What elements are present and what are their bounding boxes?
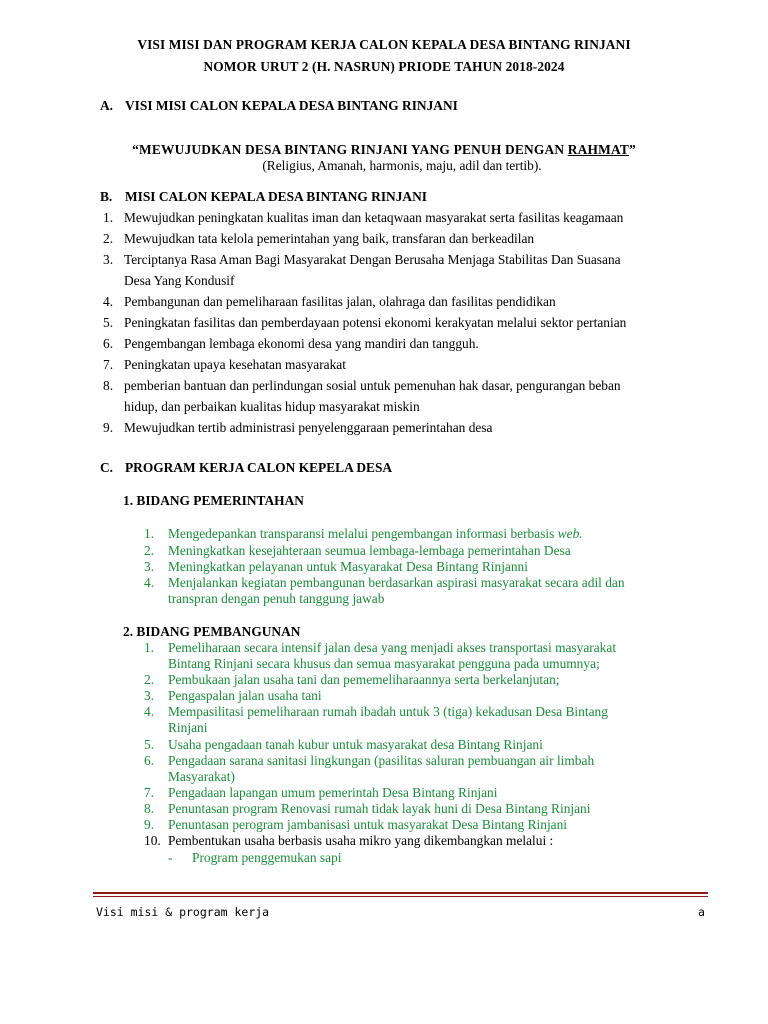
mission-text: Peningkatan fasilitas dan pemberdayaan potensi ekonomi kerakyatan melalui sektor pertanian — [124, 315, 627, 330]
section-a-letter: A. — [100, 98, 114, 113]
program-number: 6. — [144, 753, 155, 768]
sub-item-dash: - — [168, 850, 173, 865]
program-number: 8. — [144, 801, 155, 816]
mission-number: 9. — [103, 420, 114, 435]
mission-number: 1. — [103, 210, 114, 225]
program-number: 2. — [144, 672, 155, 687]
mission-number: 7. — [103, 357, 114, 372]
mission-number: 2. — [103, 231, 114, 246]
mission-text: Pengembangan lembaga ekonomi desa yang mandiri dan tangguh. — [124, 336, 479, 351]
program-text: Pembukaan jalan usaha tani dan pememeliharaannya serta berkelanjutan; — [168, 672, 560, 687]
program-text: Pengadaan sarana sanitasi lingkungan (pasilitas saluran pembuangan air limbah — [168, 753, 595, 768]
program-text: Program penggemukan sapi — [192, 850, 342, 865]
mission-text: Terciptanya Rasa Aman Bagi Masyarakat Dengan Berusaha Menjaga Stabilitas Dan Suasana — [124, 252, 621, 267]
section-b-letter: B. — [100, 189, 113, 204]
program-number: 3. — [144, 559, 155, 574]
mission-text: Mewujudkan peningkatan kualitas iman dan ketaqwaan masyarakat serta fasilitas keagamaan — [124, 210, 624, 225]
program-text: Usaha pengadaan tanah kubur untuk masyarakat desa Bintang Rinjani — [168, 737, 543, 752]
program-text: Mempasilitasi pemeliharaan rumah ibadah untuk 3 (tiga) kekadusan Desa Bintang — [168, 704, 608, 719]
program-number: 4. — [144, 575, 155, 590]
mission-text: hidup, dan perbaikan kualitas hidup masyarakat miskin — [124, 399, 420, 414]
document-title-line1: VISI MISI DAN PROGRAM KERJA CALON KEPALA DESA BINTANG RINJANI — [137, 37, 631, 52]
section-a-heading — [100, 98, 458, 114]
section-c-title: PROGRAM KERJA CALON KEPELA DESA — [125, 460, 393, 475]
program-text: Bintang Rinjani secara khusus dan semua masyarakat pengguna pada umumnya; — [168, 656, 600, 671]
program-text: transpran dengan penuh tanggung jawab — [168, 591, 385, 606]
vision-quote-keyword: RAHMAT — [567, 142, 629, 157]
program-number: 4. — [144, 704, 155, 719]
program-text: Meningkatkan pelayanan untuk Masyarakat Desa Bintang Rinjanni — [168, 559, 528, 574]
section-b-title: MISI CALON KEPALA DESA BINTANG RINJANI — [125, 189, 427, 204]
program-text: Penuntasan program Renovasi rumah tidak layak huni di Desa Bintang Rinjani — [168, 801, 591, 816]
program-number: 1. — [144, 640, 155, 655]
section-c-letter: C. — [100, 460, 114, 475]
program-number: 3. — [144, 688, 155, 703]
bidang-pemerintahan-heading: 1. BIDANG PEMERINTAHAN — [123, 493, 304, 508]
footer-divider-thin — [93, 896, 708, 897]
mission-text: pemberian bantuan dan perlindungan sosial untuk pemenuhan hak dasar, pengurangan beban — [124, 378, 621, 393]
vision-quote-suffix: ” — [628, 142, 636, 157]
program-text: Rinjani — [168, 720, 208, 735]
program-text: Masyarakat) — [168, 769, 235, 784]
program-text-italic: web. — [557, 526, 583, 541]
section-c-heading — [100, 460, 392, 476]
mission-text: Peningkatan upaya kesehatan masyarakat — [124, 357, 346, 372]
mission-number: 3. — [103, 252, 114, 267]
mission-text: Desa Yang Kondusif — [124, 273, 235, 288]
mission-number: 8. — [103, 378, 114, 393]
program-text: Pembentukan usaha berbasis usaha mikro yang dikembangkan melalui : — [168, 833, 554, 848]
program-text: Pengaspalan jalan usaha tani — [168, 688, 322, 703]
mission-number: 4. — [103, 294, 114, 309]
mission-text: Mewujudkan tertib administrasi penyelenggaraan pemerintahan desa — [124, 420, 493, 435]
footer-label: Visi misi & program kerja — [96, 905, 270, 919]
section-b-heading — [100, 189, 427, 205]
mission-text: Mewujudkan tata kelola pemerintahan yang baik, transfaran dan berkeadilan — [124, 231, 535, 246]
section-a-title: VISI MISI CALON KEPALA DESA BINTANG RINJANI — [125, 98, 458, 113]
program-number: 7. — [144, 785, 155, 800]
footer-divider-thick — [93, 892, 708, 894]
program-number: 5. — [144, 737, 155, 752]
vision-detail: (Religius, Amanah, harmonis, maju, adil dan tertib). — [262, 158, 542, 173]
mission-number: 5. — [103, 315, 114, 330]
vision-statement — [0, 142, 768, 158]
program-number: 10. — [144, 833, 161, 848]
program-number: 2. — [144, 543, 155, 558]
document-title-line2: NOMOR URUT 2 (H. NASRUN) PRIODE TAHUN 2018-2024 — [203, 59, 565, 74]
program-text: Penuntasan perogram jambanisasi untuk masyarakat Desa Bintang Rinjani — [168, 817, 568, 832]
program-text: Pemeliharaan secara intensif jalan desa yang menjadi akses transportasi masyarakat — [168, 640, 617, 655]
program-text: Mengedepankan transparansi melalui pengembangan informasi berbasis web. — [168, 526, 583, 541]
program-text: Meningkatkan kesejahteraan seumua lembaga-lembaga pemerintahan Desa — [168, 543, 571, 558]
program-text: Menjalankan kegiatan pembangunan berdasarkan aspirasi masyarakat secara adil dan — [168, 575, 625, 590]
bidang-pembangunan-heading: 2. BIDANG PEMBANGUNAN — [123, 624, 301, 639]
program-text: Pengadaan lapangan umum pemerintah Desa Bintang Rinjani — [168, 785, 498, 800]
vision-quote-prefix: “MEWUJUDKAN DESA BINTANG RINJANI YANG PENUH DENGAN — [132, 142, 568, 157]
mission-number: 6. — [103, 336, 114, 351]
program-number: 1. — [144, 526, 155, 541]
mission-text: Pembangunan dan pemeliharaan fasilitas jalan, olahraga dan fasilitas pendidikan — [124, 294, 556, 309]
program-number: 9. — [144, 817, 155, 832]
footer-page-marker: a — [698, 905, 705, 919]
